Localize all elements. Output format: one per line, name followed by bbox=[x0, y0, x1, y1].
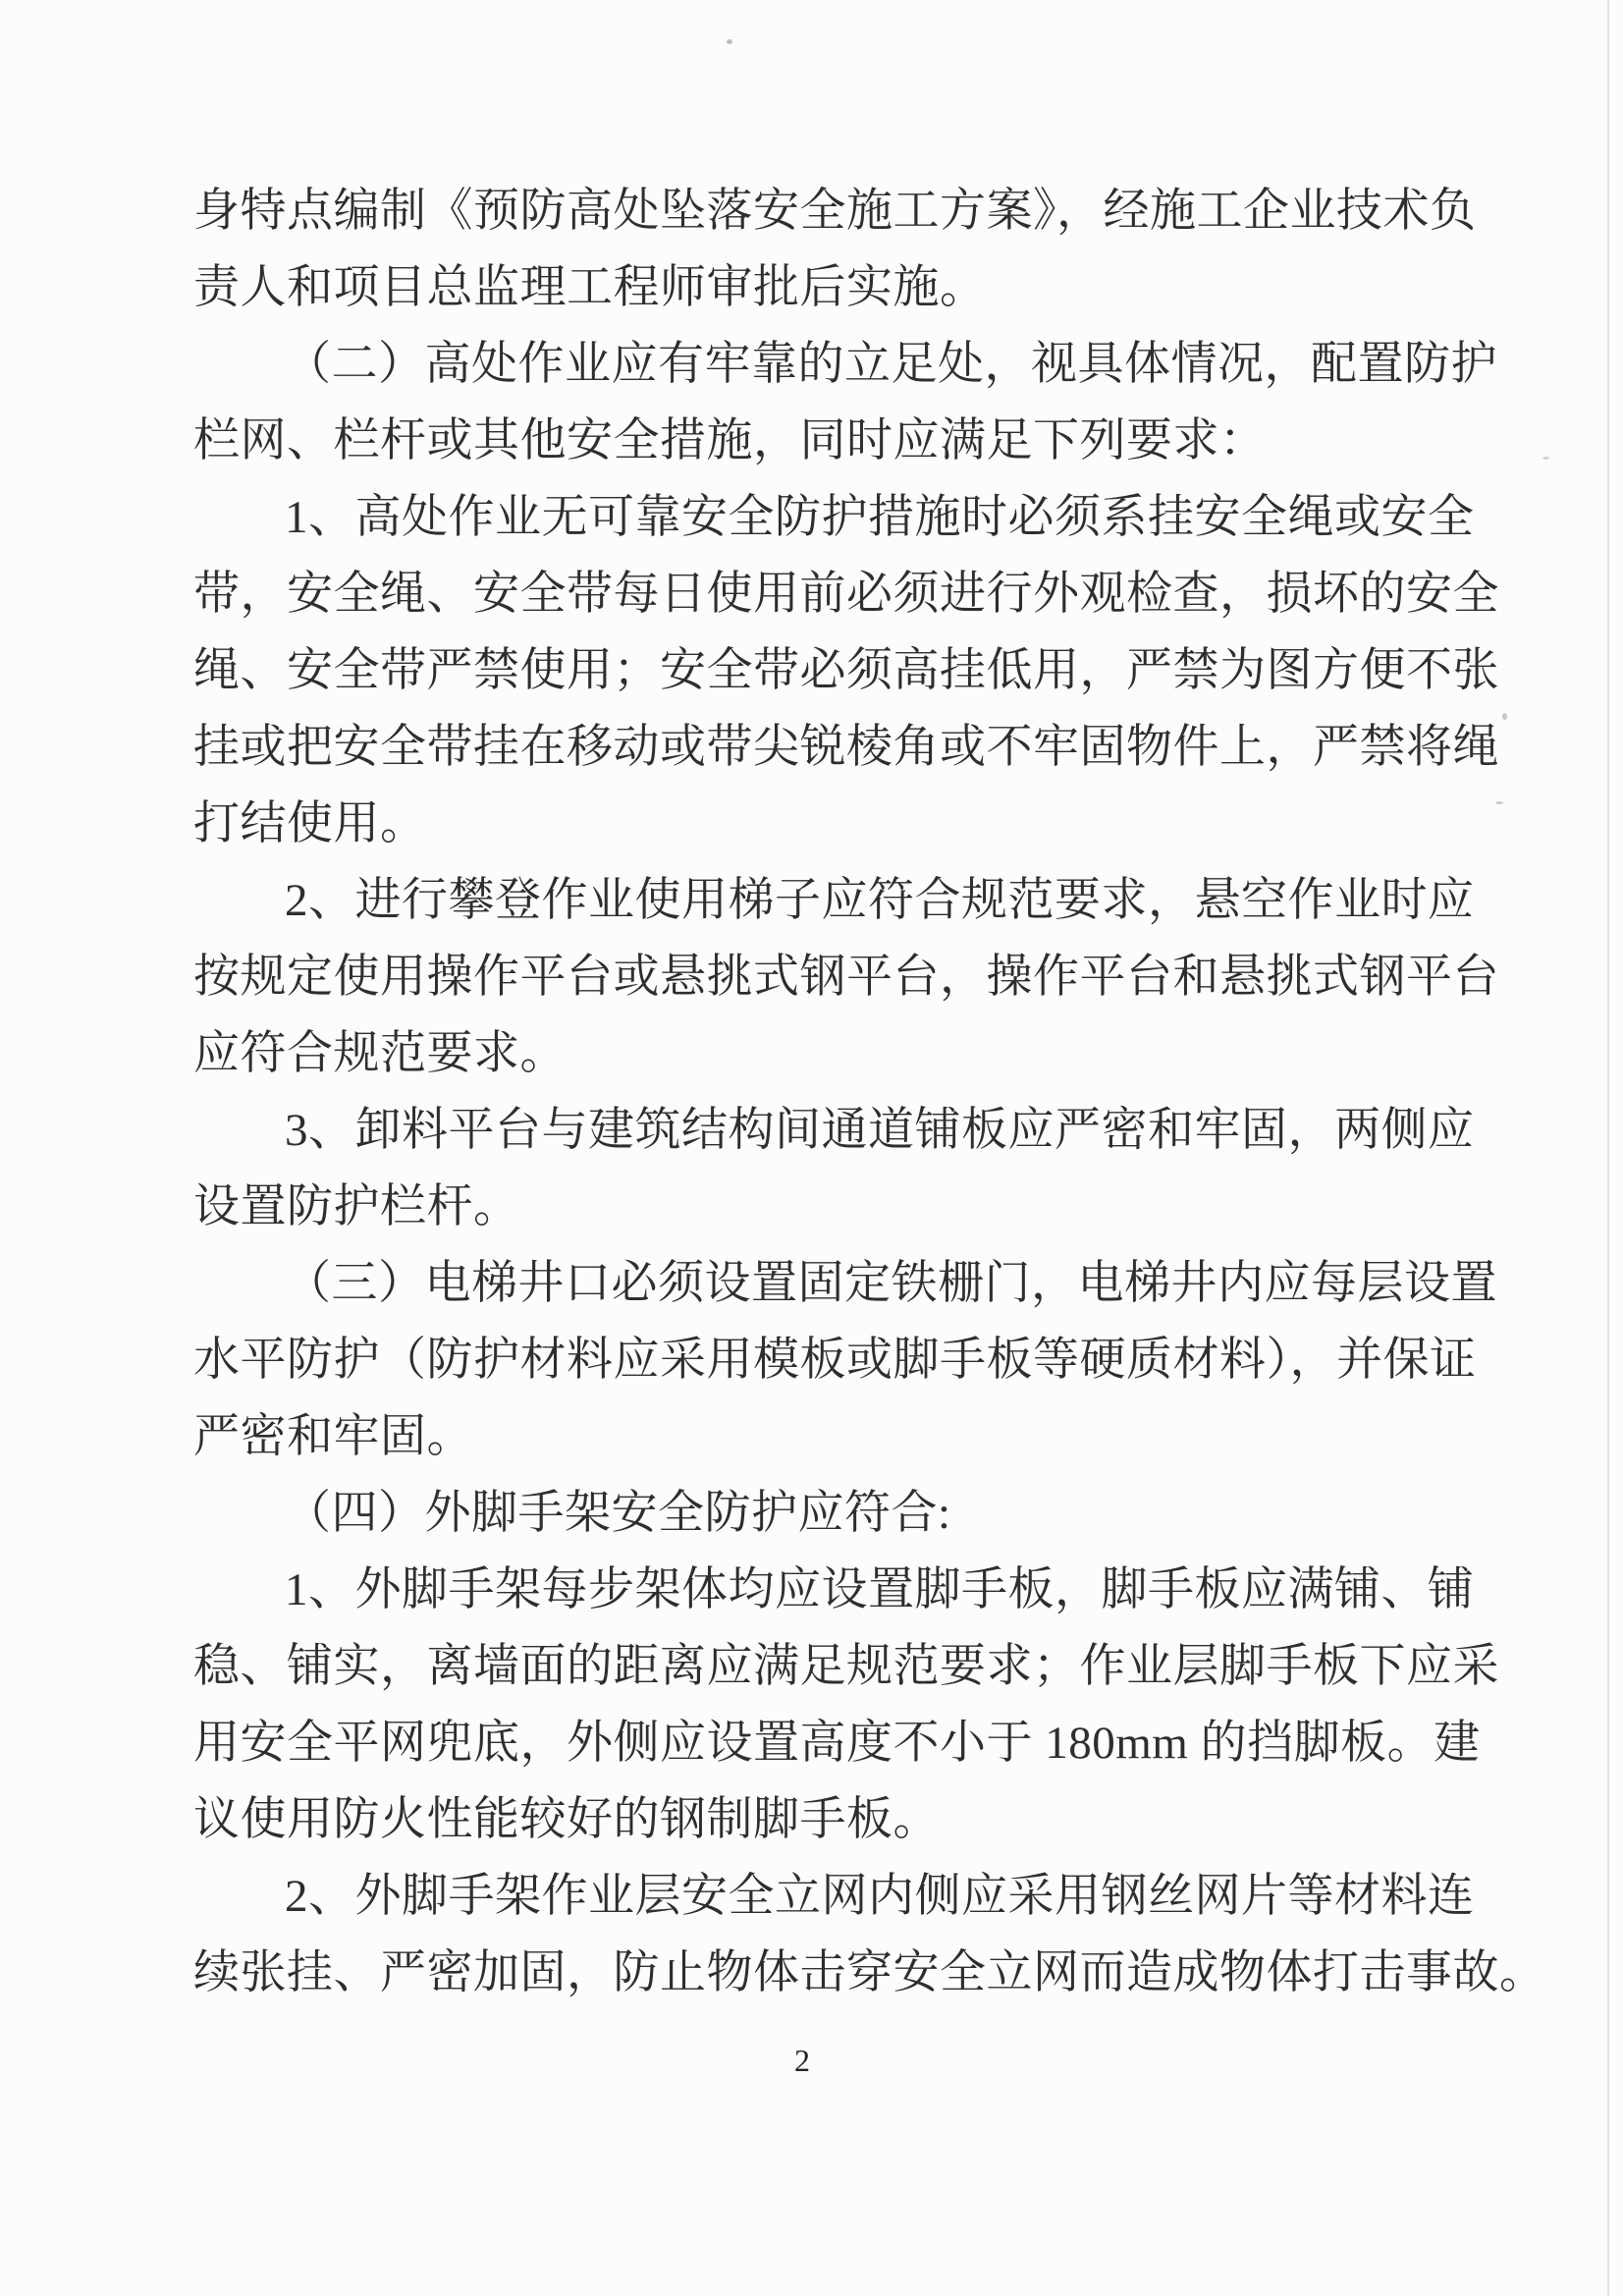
text-line: 稳、铺实，离墙面的距离应满足规范要求；作业层脚手板下应采 bbox=[193, 1641, 1499, 1692]
text-line: 1、高处作业无可靠安全防护措施时必须系挂安全绳或安全 bbox=[285, 492, 1475, 543]
scan-speck bbox=[1542, 457, 1549, 460]
text-line: （四）外脚手架安全防护应符合: bbox=[285, 1488, 951, 1539]
text-line: （三）电梯井口必须设置固定铁栅门，电梯井内应每层设置 bbox=[285, 1258, 1497, 1309]
text-line: 议使用防火性能较好的钢制脚手板。 bbox=[193, 1794, 940, 1845]
text-line: 设置防护栏杆。 bbox=[193, 1181, 520, 1232]
text-line: 严密和牢固。 bbox=[193, 1411, 473, 1462]
text-line: 责人和项目总监理工程师审批后实施。 bbox=[193, 262, 987, 313]
scan-edge-line bbox=[1607, 0, 1609, 2296]
text-line: 栏网、栏杆或其他安全措施，同时应满足下列要求： bbox=[193, 415, 1267, 466]
text-line: 身特点编制《预防高处坠落安全施工方案》，经施工企业技术负 bbox=[193, 186, 1477, 237]
text-line: 1、外脚手架每步架体均应设置脚手板，脚手板应满铺、铺 bbox=[285, 1564, 1475, 1615]
text-line: 2、进行攀登作业使用梯子应符合规范要求，悬空作业时应 bbox=[285, 875, 1475, 926]
text-line: 水平防护（防护材料应采用模板或脚手板等硬质材料），并保证 bbox=[193, 1335, 1477, 1386]
text-line: 绳、安全带严禁使用；安全带必须高挂低用，严禁为图方便不张 bbox=[193, 645, 1499, 696]
text-line: 2、外脚手架作业层安全立网内侧应采用钢丝网片等材料连 bbox=[285, 1871, 1475, 1922]
scan-speck bbox=[1502, 713, 1507, 720]
text-line: 挂或把安全带挂在移动或带尖锐棱角或不牢固物件上，严禁将绳 bbox=[193, 722, 1499, 773]
text-line: 按规定使用操作平台或悬挑式钢平台，操作平台和悬挑式钢平台 bbox=[193, 952, 1499, 1003]
text-line: 3、卸料平台与建筑结构间通道铺板应严密和牢固，两侧应 bbox=[285, 1105, 1475, 1156]
text-line: 打结使用。 bbox=[193, 798, 427, 849]
text-line: 续张挂、严密加固，防止物体击穿安全立网而造成物体打击事故。 bbox=[193, 1947, 1546, 1998]
page-number: 2 bbox=[794, 2043, 810, 2078]
text-line: 带，安全绳、安全带每日使用前必须进行外观检查，损坏的安全 bbox=[193, 569, 1499, 620]
text-line: 用安全平网兜底，外侧应设置高度不小于 180mm 的挡脚板。建 bbox=[193, 1718, 1481, 1769]
scan-speck bbox=[1495, 801, 1503, 804]
text-line: 应符合规范要求。 bbox=[193, 1028, 567, 1079]
scan-speck bbox=[727, 39, 732, 44]
document-body-text bbox=[193, 173, 1546, 2011]
text-line: （二）高处作业应有牢靠的立足处，视具体情况，配置防护 bbox=[285, 339, 1497, 390]
